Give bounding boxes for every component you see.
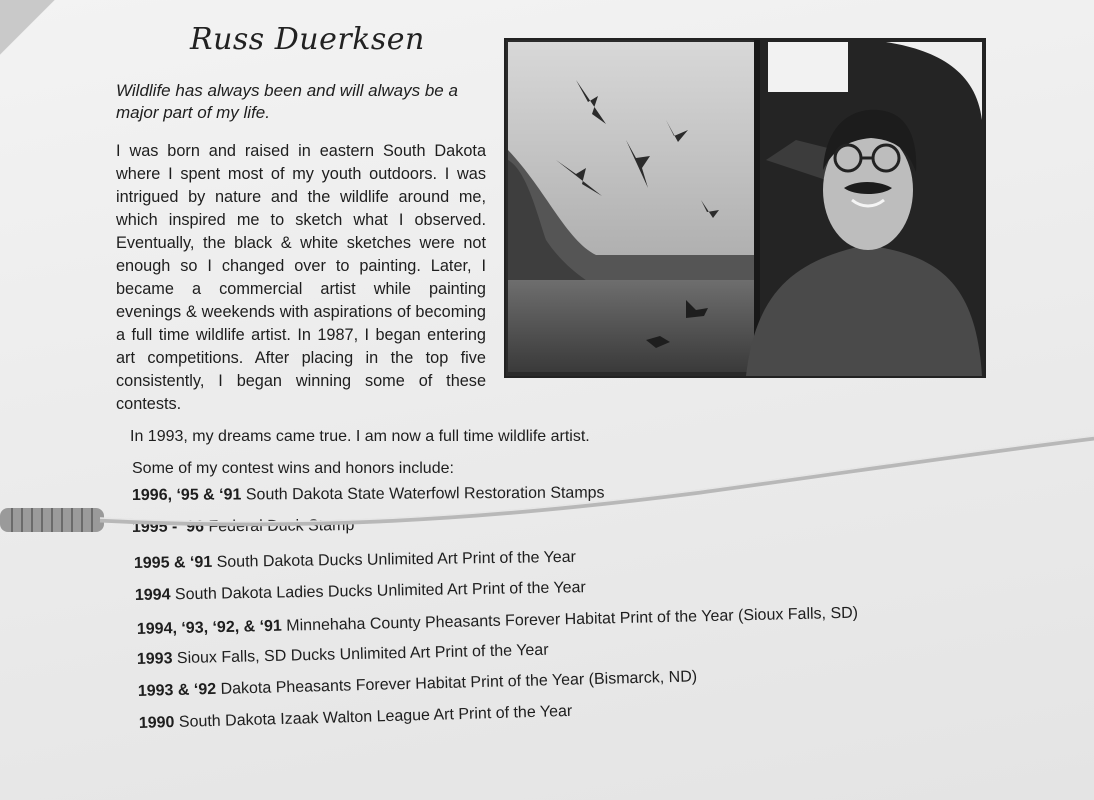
intro-text: Wildlife has always been and will always be a major part of my life. xyxy=(116,81,458,122)
honors-intro: Some of my contest wins and honors include: xyxy=(132,460,454,477)
artist-name-title: Russ Duerksen xyxy=(190,22,425,57)
honor-text: South Dakota State Waterfowl Restoration Stamps xyxy=(245,484,605,504)
bio-closing-line: In 1993, my dreams came true. I am now a full time wildlife artist. xyxy=(130,428,590,445)
honor-year: 1994 xyxy=(134,586,171,604)
bio-paragraph: I was born and raised in eastern South Dakota where I spent most of my youth outdoors. I was intrigued by nature and the wildlife around me, which inspired me to sketch what I observed. Eventually, the black & white sketches were not enough so I changed over to painting. Later, I became a commercial artist while painting evenings & weekends with aspirations of becoming a full time wildlife artist. In 1987, I began entering art competitions. After placing in the top five consistently, I began winning some of these contests. xyxy=(116,142,486,413)
honor-text: Federal Duck Stamp xyxy=(208,517,355,536)
honor-year: 1990 xyxy=(138,714,175,732)
honor-text: Sioux Falls, SD Ducks Unlimited Art Print of the Year xyxy=(176,641,549,668)
honor-text: South Dakota Ducks Unlimited Art Print of the Year xyxy=(216,548,577,571)
honor-year: 1993 xyxy=(136,650,173,668)
honor-year: 1995 - ‘96 xyxy=(131,518,205,536)
honor-year: 1993 & ‘92 xyxy=(137,680,217,700)
honor-year: 1995 & ‘91 xyxy=(133,553,213,572)
honor-text: South Dakota Ladies Ducks Unlimited Art Print of the Year xyxy=(174,579,586,604)
honor-text: South Dakota Izaak Walton League Art Print of the Year xyxy=(178,702,573,731)
honor-text: Minnehaha County Pheasants Forever Habitat Print of the Year (Sioux Falls, SD) xyxy=(286,604,859,635)
honor-year: 1996, ‘95 & ‘91 xyxy=(131,486,242,504)
honor-text: Dakota Pheasants Forever Habitat Print of the Year (Bismarck, ND) xyxy=(220,668,698,698)
honor-year: 1994, ‘93, ‘92, & ‘91 xyxy=(136,617,283,638)
